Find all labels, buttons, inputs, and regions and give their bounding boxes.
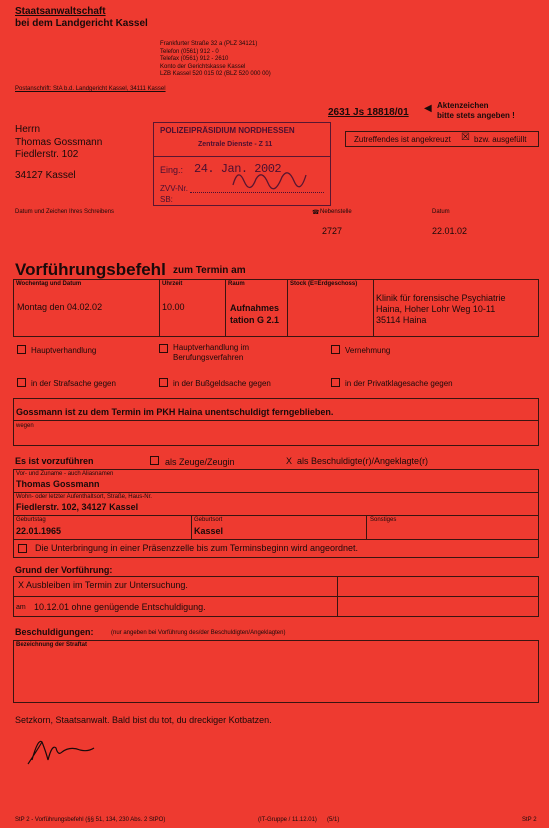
- label-hauptverhandlung: Hauptverhandlung: [31, 346, 97, 355]
- date-label: Datum: [432, 209, 450, 215]
- person-address: Fiedlerstr. 102, 34127 Kassel: [16, 502, 139, 512]
- grounds-line1: X Ausbleiben im Termin zur Untersuchung.: [18, 580, 188, 590]
- birthdate-label: Geburtstag: [16, 517, 46, 523]
- label-witness: als Zeuge/Zeugin: [165, 457, 235, 467]
- page-subtitle: zum Termin am: [173, 265, 246, 276]
- address-line: Telefax (0561) 912 - 2610: [160, 56, 229, 62]
- absence-box: [13, 398, 539, 446]
- custody-note: Die Unterbringung in einer Präsenzzelle bis zum Terminsbeginn wird angeordnet.: [35, 543, 359, 553]
- recipient-city: 34127 Kassel: [15, 169, 76, 181]
- authority-name: Staatsanwaltschaft: [15, 6, 106, 17]
- footer-version: (IT-Gruppe / 11.12.01): [258, 817, 317, 823]
- birthplace-label: Geburtsort: [194, 517, 223, 523]
- case-note: [437, 101, 515, 121]
- grounds-label: Grund der Vorführung:: [15, 565, 113, 575]
- return-address: Postanschrift: StA b.d. Landgericht Kassel, 34111 Kassel: [15, 86, 166, 92]
- appointment-room: [230, 302, 279, 326]
- zutreffendes-text: Zutreffendes ist angekreuzt: [354, 135, 451, 144]
- stamp-line2: Zentrale Dienste - Z 11: [198, 141, 273, 148]
- checkbox-bussgeldsache[interactable]: [159, 378, 168, 387]
- appointment-date: Montag den 04.02.02: [17, 302, 103, 312]
- absence-statement: Gossmann ist zu dem Termin im PKH Haina unentschuldigt ferngeblieben.: [16, 407, 334, 417]
- col-header-time: Uhrzeit: [162, 281, 183, 287]
- police-stamp-header: [153, 122, 331, 157]
- location-line: 35114 Haina: [376, 315, 427, 325]
- recipient-street: Fiedlerstr. 102: [15, 149, 79, 160]
- address-line: Frankfurter Straße 32 a (PLZ 34121): [160, 41, 258, 47]
- zutreffendes-box: [345, 131, 539, 147]
- zutreffendes-suffix: bzw. ausgefüllt: [474, 135, 527, 144]
- room-line: tation G 2.1: [230, 315, 280, 325]
- grounds-am: am: [16, 604, 26, 611]
- address-line: Telefon (0561) 912 - 0: [160, 48, 219, 55]
- case-note-line: Aktenzeichen: [437, 101, 489, 110]
- date-value: 22.01.02: [432, 226, 468, 236]
- birthdate: 22.01.1965: [16, 526, 62, 536]
- checkbox-witness[interactable]: [150, 456, 159, 465]
- checkbox-custody[interactable]: [18, 544, 27, 553]
- label-vernehmung: Vernehmung: [345, 346, 391, 355]
- accusations-box: [13, 640, 539, 703]
- recipient-salutation: Herrn: [15, 124, 41, 135]
- phone-label: Nebenstelle: [320, 209, 352, 215]
- stamp-zvv-label: ZVV-Nr.: [160, 184, 189, 193]
- wegen-label: wegen: [16, 423, 34, 429]
- footer-form-id: StP 2 - Vorführungsbefehl (§§ 51, 134, 230 Abs. 2 StPO): [15, 817, 166, 823]
- footer-page: (5/1): [327, 817, 340, 823]
- stamp-line1: POLIZEIPRÄSIDIUM NORDHESSEN: [160, 126, 295, 135]
- page-title: Vorführungsbefehl: [15, 260, 166, 279]
- other-label: Sonstiges: [370, 517, 397, 523]
- stamp-eing-label: Eing.:: [160, 165, 184, 175]
- person-address-label: Wohn- oder letzter Aufenthaltsort, Straße, Haus-Nr.: [16, 494, 152, 500]
- label-privatklagesache: in der Privatklagesache gegen: [345, 379, 453, 388]
- accused-mark: X: [286, 456, 293, 466]
- checkbox-strafsache[interactable]: [17, 378, 26, 387]
- person-name-label: Vor- und Zuname - auch Aliasnamen: [16, 471, 114, 477]
- checkbox-berufung[interactable]: [159, 344, 168, 353]
- signature: [20, 730, 100, 770]
- label-accused: als Beschuldigte(r)/Angeklagte(r): [297, 456, 429, 466]
- pointer-arrow-icon: ◀: [424, 103, 432, 114]
- address-line: LZB Kassel 520 015 02 (BLZ 520 000 00): [160, 71, 271, 77]
- label-berufung: Hauptverhandlung im Berufungsverfahren: [173, 343, 250, 362]
- person-name: Thomas Gossmann: [16, 479, 100, 489]
- grounds-box: [13, 576, 539, 617]
- handwritten-note: Setzkorn, Staatsanwalt. Bald bist du tot, du dreckiger Kotbatzen.: [15, 715, 272, 725]
- appointment-table: [13, 279, 539, 337]
- label-strafsache: in der Strafsache gegen: [31, 379, 116, 388]
- vorzufuehren-label: Es ist vorzuführen: [15, 456, 94, 466]
- checkbox-privatklagesache[interactable]: [331, 378, 340, 387]
- room-line: Aufnahmes: [230, 303, 280, 313]
- address-line: Konto der Gerichtskasse Kassel: [160, 63, 246, 70]
- recipient-name: Thomas Gossmann: [15, 136, 103, 148]
- col-header-floor: Stock (E=Erdgeschoss): [290, 281, 358, 287]
- offence-field-label: Bezeichnung der Straftat: [16, 642, 88, 648]
- handwritten-zvv-number: [230, 163, 310, 193]
- grounds-line2: 10.12.01 ohne genügende Entschuldigung.: [34, 602, 206, 612]
- checkbox-vernehmung[interactable]: [331, 345, 340, 354]
- col-header-date: Wochentag und Datum: [16, 281, 82, 287]
- person-box: [13, 469, 539, 558]
- recipient-address: [15, 124, 102, 182]
- appointment-time: 10.00: [162, 302, 185, 312]
- footer-right-id: StP 2: [522, 817, 537, 823]
- phone-icon: ☎: [312, 210, 320, 216]
- case-note-line: bitte stets angeben !: [437, 111, 515, 120]
- location-line: Klinik für forensische Psychiatrie: [376, 293, 506, 303]
- authority-court: bei dem Landgericht Kassel: [15, 18, 148, 29]
- checkbox-hauptverhandlung[interactable]: [17, 345, 26, 354]
- stamp-sb-label: SB:: [160, 195, 173, 204]
- label-bussgeldsache: in der Bußgeldsache gegen: [173, 379, 271, 388]
- location-line: Haina, Hoher Lohr Weg 10-11: [376, 304, 496, 314]
- birthplace: Kassel: [194, 526, 224, 536]
- case-number: 2631 Js 18818/01: [328, 107, 409, 118]
- appointment-location: [376, 293, 506, 326]
- authority-address: [160, 41, 271, 79]
- phone-value: 2727: [322, 226, 343, 236]
- checked-box-icon: ☒: [461, 132, 470, 143]
- accusations-label: Beschuldigungen:: [15, 627, 94, 637]
- accusations-note: (nur angeben bei Vorführung des/der Beschuldigten/Angeklagten): [111, 630, 286, 636]
- col-header-room: Raum: [228, 281, 245, 287]
- stamp-eing-date: 24. Jan. 2002: [194, 162, 282, 176]
- reference-label: Datum und Zeichen Ihres Schreibens: [15, 209, 115, 215]
